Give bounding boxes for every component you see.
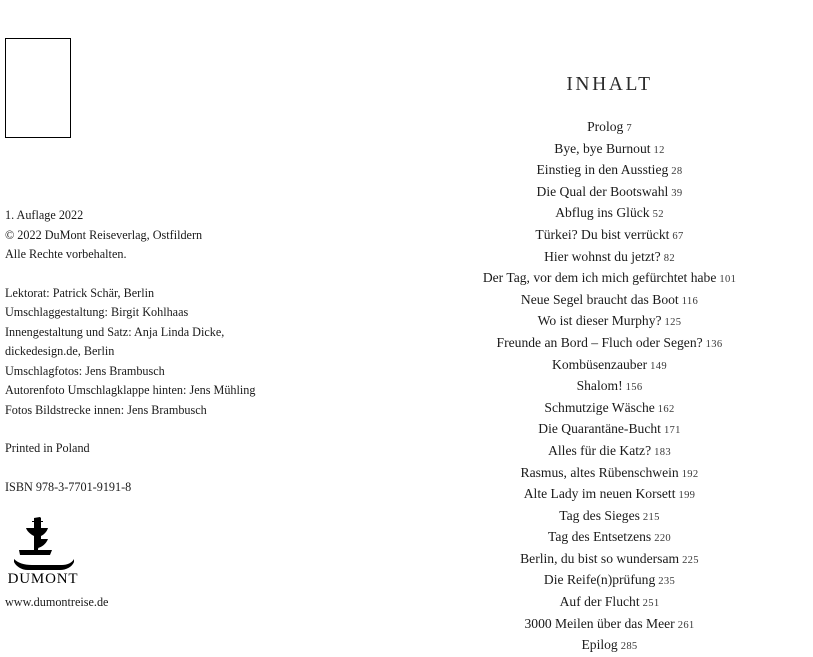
toc-entry-page: 82 <box>663 252 675 264</box>
table-of-contents-page <box>406 0 813 653</box>
imprint-line: © 2022 DuMont Reiseverlag, Ostfildern <box>5 227 203 242</box>
toc-entry-page: 101 <box>719 274 737 286</box>
imprint-page <box>0 0 406 650</box>
imprint-block <box>5 439 335 459</box>
imprint-line: ISBN 978-3-7701-9191-8 <box>5 479 132 494</box>
toc-entry-title: Kombüsenzauber <box>552 356 648 372</box>
page-title: INHALT <box>566 74 653 95</box>
toc-entry-title: Alles für die Katz? <box>548 442 652 458</box>
toc-entry-page: 183 <box>654 446 671 458</box>
imprint-block <box>5 206 335 265</box>
imprint-block <box>5 284 335 421</box>
toc-entry-title: Neue Segel braucht das Boot <box>520 291 679 307</box>
toc-entry[interactable] <box>406 441 813 463</box>
toc-entry[interactable] <box>406 614 813 636</box>
toc-entry[interactable] <box>406 398 813 420</box>
toc-entry-title: Die Qual der Bootswahl <box>536 183 669 199</box>
imprint-line: Printed in Poland <box>5 441 90 455</box>
toc-entry-page: 125 <box>664 317 682 329</box>
toc-entry-title: Bye, bye Burnout <box>554 140 651 156</box>
imprint-line: Umschlagfotos: Jens Brambusch <box>5 363 165 378</box>
imprint-line: Alle Rechte vorbehalten. <box>5 247 127 261</box>
toc-entry-page: 67 <box>672 230 684 242</box>
toc-entry-page: 149 <box>650 360 667 372</box>
toc-entry-page: 215 <box>642 511 660 523</box>
toc-entry-page: 235 <box>658 576 676 588</box>
toc-entry-page: 225 <box>682 554 699 566</box>
toc-entry[interactable] <box>406 268 813 290</box>
toc-entry-title: Einstieg in den Ausstieg <box>536 162 669 178</box>
toc-entry-title: Shalom! <box>576 378 623 394</box>
toc-entry-page: 192 <box>681 468 699 480</box>
toc-entry[interactable] <box>406 506 813 528</box>
toc-entry-page: 52 <box>652 209 664 221</box>
toc-entry-title: Schmutzige Wäsche <box>544 399 655 415</box>
toc-entry-title: Auf der Flucht <box>559 594 640 610</box>
toc-entry-page: 285 <box>620 641 638 653</box>
toc-entry-page: 116 <box>681 295 699 307</box>
toc-entry-page: 251 <box>642 598 660 610</box>
toc-entry-page: 28 <box>671 166 683 178</box>
toc-entry-title: Der Tag, vor dem ich mich gefürchtet habe <box>482 270 717 286</box>
imprint-line: Autorenfoto Umschlagklappe hinten: Jens Mühling <box>5 383 256 397</box>
imprint-block <box>5 478 335 498</box>
imprint-text-block <box>5 206 335 497</box>
toc-entry[interactable] <box>406 355 813 377</box>
toc-entry[interactable] <box>406 376 813 398</box>
toc-entry-title: Alte Lady im neuen Korsett <box>523 486 676 502</box>
toc-entry-title: Tag des Entsetzens <box>547 529 652 545</box>
toc-entry[interactable] <box>406 290 813 312</box>
toc-entry[interactable] <box>406 333 813 355</box>
toc-entry[interactable] <box>406 463 813 485</box>
toc-entry-page: 171 <box>663 425 681 437</box>
imprint-line: 1. Auflage 2022 <box>5 208 84 222</box>
toc-entry-title: Prolog <box>587 119 624 134</box>
cover-image-placeholder <box>5 38 71 138</box>
toc-entry[interactable] <box>406 182 813 204</box>
toc-entry-title: 3000 Meilen über das Meer <box>524 615 675 631</box>
imprint-line: Lektorat: Patrick Schär, Berlin <box>5 285 155 300</box>
imprint-line: Fotos Bildstrecke innen: Jens Brambusch <box>5 402 207 417</box>
toc-entry-page: 261 <box>677 619 695 631</box>
toc-entry[interactable] <box>406 570 813 592</box>
toc-entry-title: Die Reife(n)prüfung <box>543 572 656 588</box>
dumont-logo <box>4 515 82 585</box>
toc-entry-title: Wo ist dieser Murphy? <box>537 313 662 329</box>
imprint-line: Innengestaltung und Satz: Anja Linda Dicke, <box>5 324 225 339</box>
toc-entry-title: Hier wohnst du jetzt? <box>544 248 661 264</box>
toc-entry-page: 7 <box>626 123 632 134</box>
toc-entry[interactable] <box>406 592 813 614</box>
imprint-line: dickedesign.de, Berlin <box>5 344 115 358</box>
toc-entry-title: Rasmus, altes Rübenschwein <box>520 464 679 480</box>
toc-entry-title: Tag des Sieges <box>559 507 640 523</box>
publisher-website: www.dumontreise.de <box>5 595 109 609</box>
toc-entry-page: 162 <box>657 403 675 415</box>
toc-entry[interactable] <box>406 203 813 225</box>
toc-entry-title: Freunde an Bord – Fluch oder Segen? <box>496 334 703 350</box>
toc-entry[interactable] <box>406 117 813 139</box>
toc-entry-page: 220 <box>654 533 672 545</box>
toc-entry[interactable] <box>406 247 813 269</box>
toc-entry[interactable] <box>406 635 813 657</box>
toc-list <box>406 117 813 657</box>
imprint-line: Umschlaggestaltung: Birgit Kohlhaas <box>5 305 189 319</box>
toc-entry-title: Abflug ins Glück <box>555 205 650 221</box>
toc-entry-page: 156 <box>625 382 643 394</box>
svg-text:DUMONT: DUMONT <box>7 571 79 585</box>
toc-entry[interactable] <box>406 484 813 506</box>
toc-entry[interactable] <box>406 549 813 571</box>
toc-entry[interactable] <box>406 139 813 161</box>
toc-entry-title: Epilog <box>581 637 618 653</box>
toc-entry-page: 136 <box>705 338 723 350</box>
toc-entry-page: 12 <box>653 144 665 156</box>
toc-entry[interactable] <box>406 419 813 441</box>
toc-entry-title: Die Quarantäne-Bucht <box>538 421 661 437</box>
toc-entry[interactable] <box>406 311 813 333</box>
toc-entry-page: 39 <box>671 187 683 199</box>
toc-entry[interactable] <box>406 160 813 182</box>
toc-entry[interactable] <box>406 527 813 549</box>
toc-entry-page: 199 <box>678 490 696 502</box>
toc-entry[interactable] <box>406 225 813 247</box>
toc-entry-title: Türkei? Du bist verrückt <box>535 226 670 242</box>
toc-entry-title: Berlin, du bist so wundersam <box>520 550 680 566</box>
